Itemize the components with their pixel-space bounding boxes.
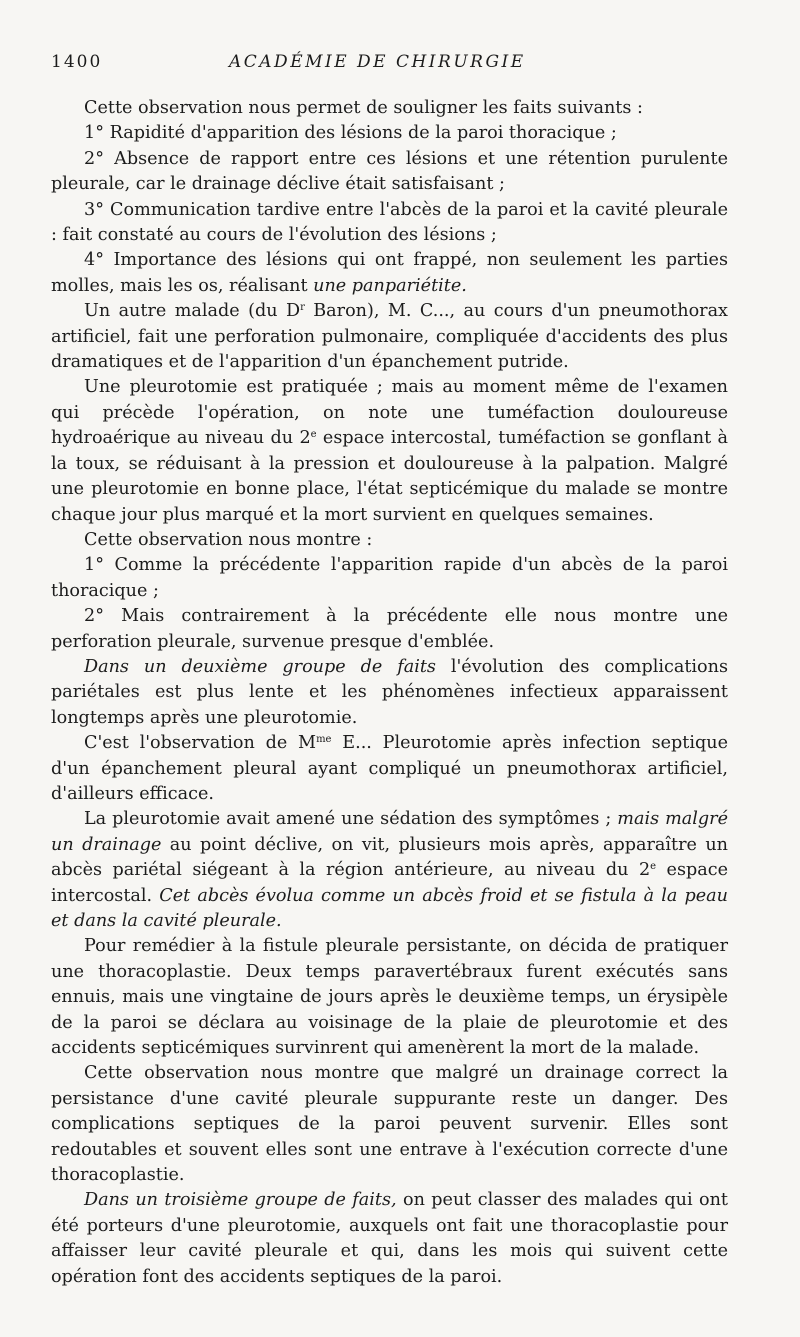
paragraph: 3° Communication tardive entre l'abcès de la paroi et la cavité pleurale : fait constaté au cours de l'évolution des lésions ; (51, 199, 728, 246)
section-lead: Dans un troisième groupe de faits, (84, 1190, 397, 1211)
section-lead: Dans un deuxième groupe de faits (84, 656, 436, 677)
paragraph: Cette observation nous montre : (84, 529, 373, 550)
paragraph: Dans un deuxième groupe de faits l'évolution des complications pariétales est plus lente et les phénomènes infectieux apparaissent longtemps après une pleurotomie. (51, 656, 728, 728)
page-header (51, 52, 731, 78)
paragraph: Dans un troisième groupe de faits, on peut classer des malades qui ont été porteurs d'une pleurotomie, auxquels ont fait une thoracoplastie pour affaisser leur cavité pleurale et qui, dans les mois qui suivent cette opération font des accidents septiques de la paroi. (51, 1190, 728, 1287)
paragraph: Un autre malade (du $D^r$ Baron), M. C..., au cours d'un pneumothorax artificiel, fait une perforation pulmonaire, compliquée d'accidents des plus dramatiques et de l'apparition d'un épanchement putride. (51, 301, 728, 373)
paragraph: 4° Importance des lésions qui ont frappé, non seulement les parties molles, mais les os, réalisant une panpariétite. (51, 250, 728, 296)
paragraph: 1° Comme la précédente l'apparition rapide d'un abcès de la paroi thoracique ; (51, 555, 728, 601)
italic-term: une panpariétite. (313, 275, 467, 296)
paragraph: 1° Rapidité d'apparition des lésions de la paroi thoracique ; (84, 123, 617, 144)
page-number: 1400 (51, 52, 103, 72)
paragraph: 2° Absence de rapport entre ces lésions et une rétention purulente pleurale, car le drainage déclive était satisfaisant ; (51, 148, 728, 195)
paragraph: C'est l'observation de $M^{me}$ E... Pleurotomie après infection septique d'un épanchement pleural ayant compliqué un pneumothorax artificiel, d'ailleurs efficace. (51, 733, 728, 804)
body-text (51, 96, 728, 1290)
running-head: ACADÉMIE DE CHIRURGIE (229, 52, 526, 72)
paragraph: Cette observation nous permet de souligner les faits suivants : (84, 98, 643, 118)
paragraph: 2° Mais contrairement à la précédente elle nous montre une perforation pleurale, survenue presque d'emblée. (51, 606, 728, 652)
paragraph: La pleurotomie avait amené une sédation des symptômes ; mais malgré un drainage au point déclive, on vit, plusieurs mois après, apparaître un abcès pariétal siégeant à la région antérieure, au niveau du 2e espace intercostal. Cet abcès évolua comme un abcès froid et se fistula à la peau et dans la cavité pleurale. (51, 809, 729, 931)
paragraph: Cette observation nous montre que malgré un drainage correct la persistance d'une cavité pleurale suppurante reste un danger. Des complications septiques de la paroi peuvent survenir. Elles sont redoutables et souvent elles sont une entrave à l'exécution correcte d'une thoracoplastie. (51, 1063, 728, 1186)
paragraph: Une pleurotomie est pratiquée ; mais au moment même de l'examen qui précède l'opération, on note une tuméfaction douloureuse hydroaérique au niveau du 2e espace intercostal, tuméfaction se gonflant à la toux, se réduisant à la pression et douloureuse à la palpation. Malgré une pleurotomie en bonne place, l'état septicémique du malade se montre chaque jour plus marqué et la mort survient en quelques semaines. (51, 377, 728, 525)
paragraph: Pour remédier à la fistule pleurale persistante, on décida de pratiquer une thoracoplastie. Deux temps paravertébraux furent exécutés sans ennuis, mais une vingtaine de jours après le deuxième temps, un érysipèle de la paroi se déclara au voisinage de la plaie de pleurotomie et des accidents septicémiques survinrent qui amenèrent la mort de la malade. (51, 936, 728, 1059)
